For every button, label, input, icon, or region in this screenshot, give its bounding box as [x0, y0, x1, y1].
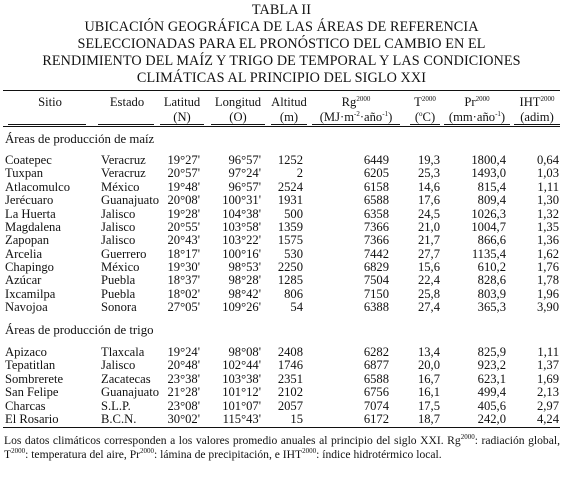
cell-rg: 7366	[363, 233, 389, 248]
cell-pr: 809,4	[477, 193, 506, 208]
cell-pr: 623,1	[477, 371, 506, 386]
cell-altitud: 1931	[277, 193, 303, 208]
header-underline-iht	[514, 124, 560, 125]
header-underline-longitud	[211, 124, 265, 125]
header-underline-sitio	[8, 124, 86, 125]
cell-t: 27,4	[417, 300, 440, 315]
header-latitud-unit: (N)	[173, 110, 191, 124]
cell-altitud: 500	[284, 206, 303, 221]
cell-rg: 6282	[363, 345, 389, 359]
cell-rg: 6756	[363, 385, 389, 400]
cell-longitud: 103°22'	[222, 233, 261, 248]
header-underline-pr	[444, 124, 510, 125]
cell-t: 16,7	[417, 371, 440, 386]
header-t-unit: ($^o$C)	[414, 110, 436, 124]
cell-t: 22,4	[417, 273, 440, 288]
header-longitud: Longitud	[214, 95, 262, 109]
cell-longitud: 101°12'	[222, 385, 261, 400]
cell-longitud: 98°28'	[228, 273, 261, 288]
cell-longitud: 98°08'	[228, 345, 261, 359]
cell-latitud: 18°37'	[167, 273, 200, 288]
cell-estado: Puebla	[101, 286, 136, 301]
cell-t: 25,3	[417, 166, 440, 181]
cell-latitud: 19°24'	[167, 345, 200, 359]
cell-sitio: Atlacomulco	[5, 179, 71, 194]
cell-latitud: 19°30'	[167, 260, 200, 274]
cell-longitud: 104°38'	[222, 206, 261, 221]
cell-latitud: 19°28'	[167, 206, 200, 221]
cell-altitud: 54	[290, 300, 303, 315]
cell-iht: 1,78	[536, 273, 559, 288]
cell-t: 21,0	[417, 219, 440, 234]
header-underline-altitud	[271, 124, 307, 125]
cell-pr: 405,6	[477, 398, 506, 413]
cell-sitio: San Felipe	[5, 385, 59, 400]
header-rg-unit: $(MJ\cdot m^{-2}\cdot año^{-1})$	[319, 110, 393, 124]
cell-iht: 1,32	[536, 206, 559, 221]
cell-estado: Jalisco	[101, 219, 136, 234]
cell-sitio: Tuxpan	[5, 166, 44, 181]
cell-altitud: 1746	[277, 358, 303, 373]
cell-rg: 7442	[363, 246, 389, 261]
cell-rg: 6449	[363, 153, 389, 167]
cell-t: 16,1	[417, 385, 440, 400]
cell-rg: 6205	[363, 166, 389, 181]
cell-latitud: 23°38'	[167, 371, 200, 386]
top-rule	[3, 90, 560, 91]
cell-latitud: 18°17'	[167, 246, 200, 261]
cell-longitud: 103°58'	[222, 219, 261, 234]
cell-sitio: Magdalena	[5, 219, 61, 234]
cell-longitud: 115°43'	[222, 411, 261, 426]
cell-rg: 6158	[363, 179, 389, 194]
cell-pr: 828,6	[477, 273, 506, 288]
cell-rg: 7504	[363, 273, 389, 288]
cell-longitud: 101°07'	[222, 398, 261, 413]
cell-pr: 815,4	[477, 179, 506, 194]
cell-t: 17,5	[417, 398, 440, 413]
cell-sitio: Sombrerete	[5, 371, 64, 386]
cell-estado: México	[101, 260, 140, 274]
cell-sitio: El Rosario	[5, 411, 59, 426]
table-title-line-1: UBICACIÓN GEOGRÁFICA DE LAS ÁREAS DE REFERENCIA	[84, 19, 479, 35]
cell-longitud: 98°53'	[228, 260, 261, 274]
table-footnote: Los datos climáticos corresponden a los valores promedio anuales al principio del siglo XXI. $Rg^{2000}$: radiación global, $T^{2000}$: temperatura del aire, $Pr^{2000}$: lámina de precipitación, e $IHT^{2000}$: índice hidrotérmico local.	[4, 433, 560, 461]
cell-longitud: 100°16'	[222, 246, 261, 261]
header-pr-unit: (mm·año$^{-1}$)	[448, 110, 506, 124]
cell-pr: 499,4	[477, 385, 506, 400]
cell-estado: S.L.P.	[101, 398, 131, 413]
cell-latitud: 27°05'	[167, 300, 200, 315]
cell-t: 20,0	[417, 358, 440, 373]
section-heading-maiz: Áreas de producción de maíz	[5, 132, 155, 146]
cell-sitio: Ixcamilpa	[5, 286, 56, 301]
cell-sitio: Arcelia	[5, 246, 43, 261]
cell-iht: 0,64	[536, 153, 559, 167]
cell-altitud: 2250	[277, 260, 303, 274]
cell-latitud: 20°48'	[167, 358, 200, 373]
section-heading-trigo: Áreas de producción de trigo	[5, 323, 154, 337]
cell-estado: Veracruz	[101, 166, 146, 181]
cell-altitud: 2351	[277, 371, 303, 386]
cell-estado: Tlaxcala	[101, 345, 145, 359]
header-estado: Estado	[109, 95, 145, 109]
cell-altitud: 15	[290, 411, 303, 426]
cell-rg: 6172	[363, 411, 389, 426]
cell-pr: 242,0	[477, 411, 506, 426]
cell-sitio: Tepatitlan	[5, 358, 56, 373]
header-altitud-unit: (m)	[279, 110, 299, 124]
cell-pr: 610,2	[477, 260, 506, 274]
cell-estado: Puebla	[101, 273, 136, 288]
cell-altitud: 530	[284, 246, 303, 261]
cell-iht: 1,03	[536, 166, 559, 181]
cell-iht: 2,97	[536, 398, 559, 413]
cell-altitud: 2057	[277, 398, 303, 413]
cell-altitud: 1285	[277, 273, 303, 288]
cell-iht: 1,11	[537, 179, 559, 194]
cell-latitud: 19°27'	[167, 153, 200, 167]
cell-latitud: 19°48'	[167, 179, 200, 194]
header-altitud: Altitud	[271, 95, 307, 109]
cell-pr: 923,2	[477, 358, 506, 373]
cell-iht: 1,11	[537, 345, 559, 359]
cell-t: 27,7	[417, 246, 440, 261]
cell-longitud: 96°57'	[228, 179, 261, 194]
table-title-line-2: SELECCIONADAS PARA EL PRONÓSTICO DEL CAMBIO EN EL	[77, 36, 486, 52]
cell-iht: 1,36	[536, 233, 559, 248]
cell-rg: 6588	[363, 193, 389, 208]
cell-longitud: 102°44'	[222, 358, 261, 373]
cell-t: 14,6	[417, 179, 440, 194]
header-rule	[3, 126, 560, 127]
cell-estado: Guanajuato	[101, 193, 160, 208]
table-label: TABLA II	[251, 2, 312, 18]
header-latitud: Latitud	[163, 95, 201, 109]
cell-estado: Sonora	[101, 300, 137, 315]
cell-longitud: 103°38'	[222, 371, 261, 386]
cell-latitud: 20°55'	[167, 219, 200, 234]
cell-altitud: 1575	[277, 233, 303, 248]
cell-t: 18,7	[417, 411, 440, 426]
header-longitud-unit: (O)	[229, 110, 247, 124]
cell-iht: 1,69	[536, 371, 559, 386]
cell-latitud: 20°57'	[167, 166, 200, 181]
cell-rg: 7074	[363, 398, 389, 413]
cell-latitud: 23°08'	[167, 398, 200, 413]
cell-latitud: 18°02'	[167, 286, 200, 301]
cell-rg: 7150	[363, 286, 389, 301]
cell-t: 19,3	[417, 153, 440, 167]
cell-iht: 2,13	[536, 385, 559, 400]
header-sitio: Sitio	[38, 95, 62, 109]
cell-iht: 1,62	[536, 246, 559, 261]
header-t: $T^{2000}$	[414, 95, 436, 109]
cell-sitio: Azúcar	[5, 273, 42, 288]
cell-t: 17,6	[417, 193, 440, 208]
cell-altitud: 1252	[277, 153, 303, 167]
cell-pr: 1493,0	[471, 166, 506, 181]
cell-iht: 1,76	[536, 260, 559, 274]
cell-estado: Jalisco	[101, 358, 136, 373]
cell-sitio: Chapingo	[5, 260, 54, 274]
cell-longitud: 100°31'	[222, 193, 261, 208]
cell-pr: 1004,7	[471, 219, 506, 234]
cell-longitud: 97°24'	[228, 166, 261, 181]
cell-pr: 365,3	[477, 300, 506, 315]
cell-altitud: 2408	[277, 345, 303, 359]
cell-altitud: 2524	[277, 179, 303, 194]
cell-pr: 866,6	[477, 233, 506, 248]
cell-rg: 6877	[363, 358, 389, 373]
header-pr: $Pr^{2000}$	[464, 95, 490, 109]
cell-pr: 1800,4	[471, 153, 506, 167]
cell-pr: 1026,3	[471, 206, 506, 221]
cell-rg: 6388	[363, 300, 389, 315]
cell-sitio: Navojoa	[5, 300, 48, 315]
cell-estado: Veracruz	[101, 153, 146, 167]
table-title-line-4: CLIMÁTICAS AL PRINCIPIO DEL SIGLO XXI	[136, 70, 427, 86]
cell-pr: 803,9	[477, 286, 506, 301]
cell-t: 13,4	[417, 345, 440, 359]
cell-longitud: 98°42'	[228, 286, 261, 301]
cell-rg: 6829	[363, 260, 389, 274]
cell-sitio: Charcas	[5, 398, 46, 413]
cell-estado: Jalisco	[101, 233, 136, 248]
cell-iht: 4,24	[536, 411, 559, 426]
cell-longitud: 96°57'	[228, 153, 261, 167]
cell-iht: 1,96	[536, 286, 559, 301]
cell-longitud: 109°26'	[222, 300, 261, 315]
header-iht-unit: (adim)	[520, 110, 554, 124]
cell-pr: 825,9	[477, 345, 506, 359]
bottom-rule	[3, 427, 560, 428]
cell-latitud: 20°08'	[167, 193, 200, 208]
cell-estado: B.C.N.	[101, 411, 137, 426]
cell-altitud: 2102	[277, 385, 303, 400]
cell-estado: Zacatecas	[101, 371, 151, 386]
cell-sitio: Coatepec	[5, 153, 52, 167]
cell-latitud: 30°02'	[167, 411, 200, 426]
header-underline-rg	[312, 124, 400, 125]
cell-rg: 7366	[363, 219, 389, 234]
cell-altitud: 1359	[277, 219, 303, 234]
cell-t: 21,7	[417, 233, 440, 248]
cell-sitio: Zapopan	[5, 233, 50, 248]
cell-t: 25,8	[417, 286, 440, 301]
cell-t: 15,6	[417, 260, 440, 274]
cell-estado: Jalisco	[101, 206, 136, 221]
cell-iht: 1,35	[536, 219, 559, 234]
cell-iht: 1,37	[536, 358, 559, 373]
header-iht: $IHT^{2000}$	[519, 95, 555, 109]
cell-latitud: 20°43'	[167, 233, 200, 248]
header-underline-t	[410, 124, 440, 125]
cell-iht: 1,30	[536, 193, 559, 208]
header-underline-latitud	[160, 124, 204, 125]
cell-estado: Guerrero	[101, 246, 147, 261]
cell-rg: 6588	[363, 371, 389, 386]
cell-sitio: La Huerta	[5, 206, 56, 221]
header-underline-estado	[98, 124, 154, 125]
table-title-line-3: RENDIMIENTO DEL MAÍZ Y TRIGO DE TEMPORAL Y LAS CONDICIONES	[42, 53, 521, 69]
cell-sitio: Jerécuaro	[5, 193, 54, 208]
cell-iht: 3,90	[536, 300, 559, 315]
cell-estado: Guanajuato	[101, 385, 160, 400]
header-rg: $Rg^{2000}$	[341, 95, 371, 109]
cell-t: 24,5	[417, 206, 440, 221]
cell-sitio: Apizaco	[5, 345, 47, 359]
cell-pr: 1135,4	[471, 246, 506, 261]
cell-rg: 6358	[363, 206, 389, 221]
cell-estado: México	[101, 179, 140, 194]
cell-altitud: 806	[284, 286, 303, 301]
cell-altitud: 2	[296, 166, 303, 181]
cell-latitud: 21°28'	[167, 385, 200, 400]
